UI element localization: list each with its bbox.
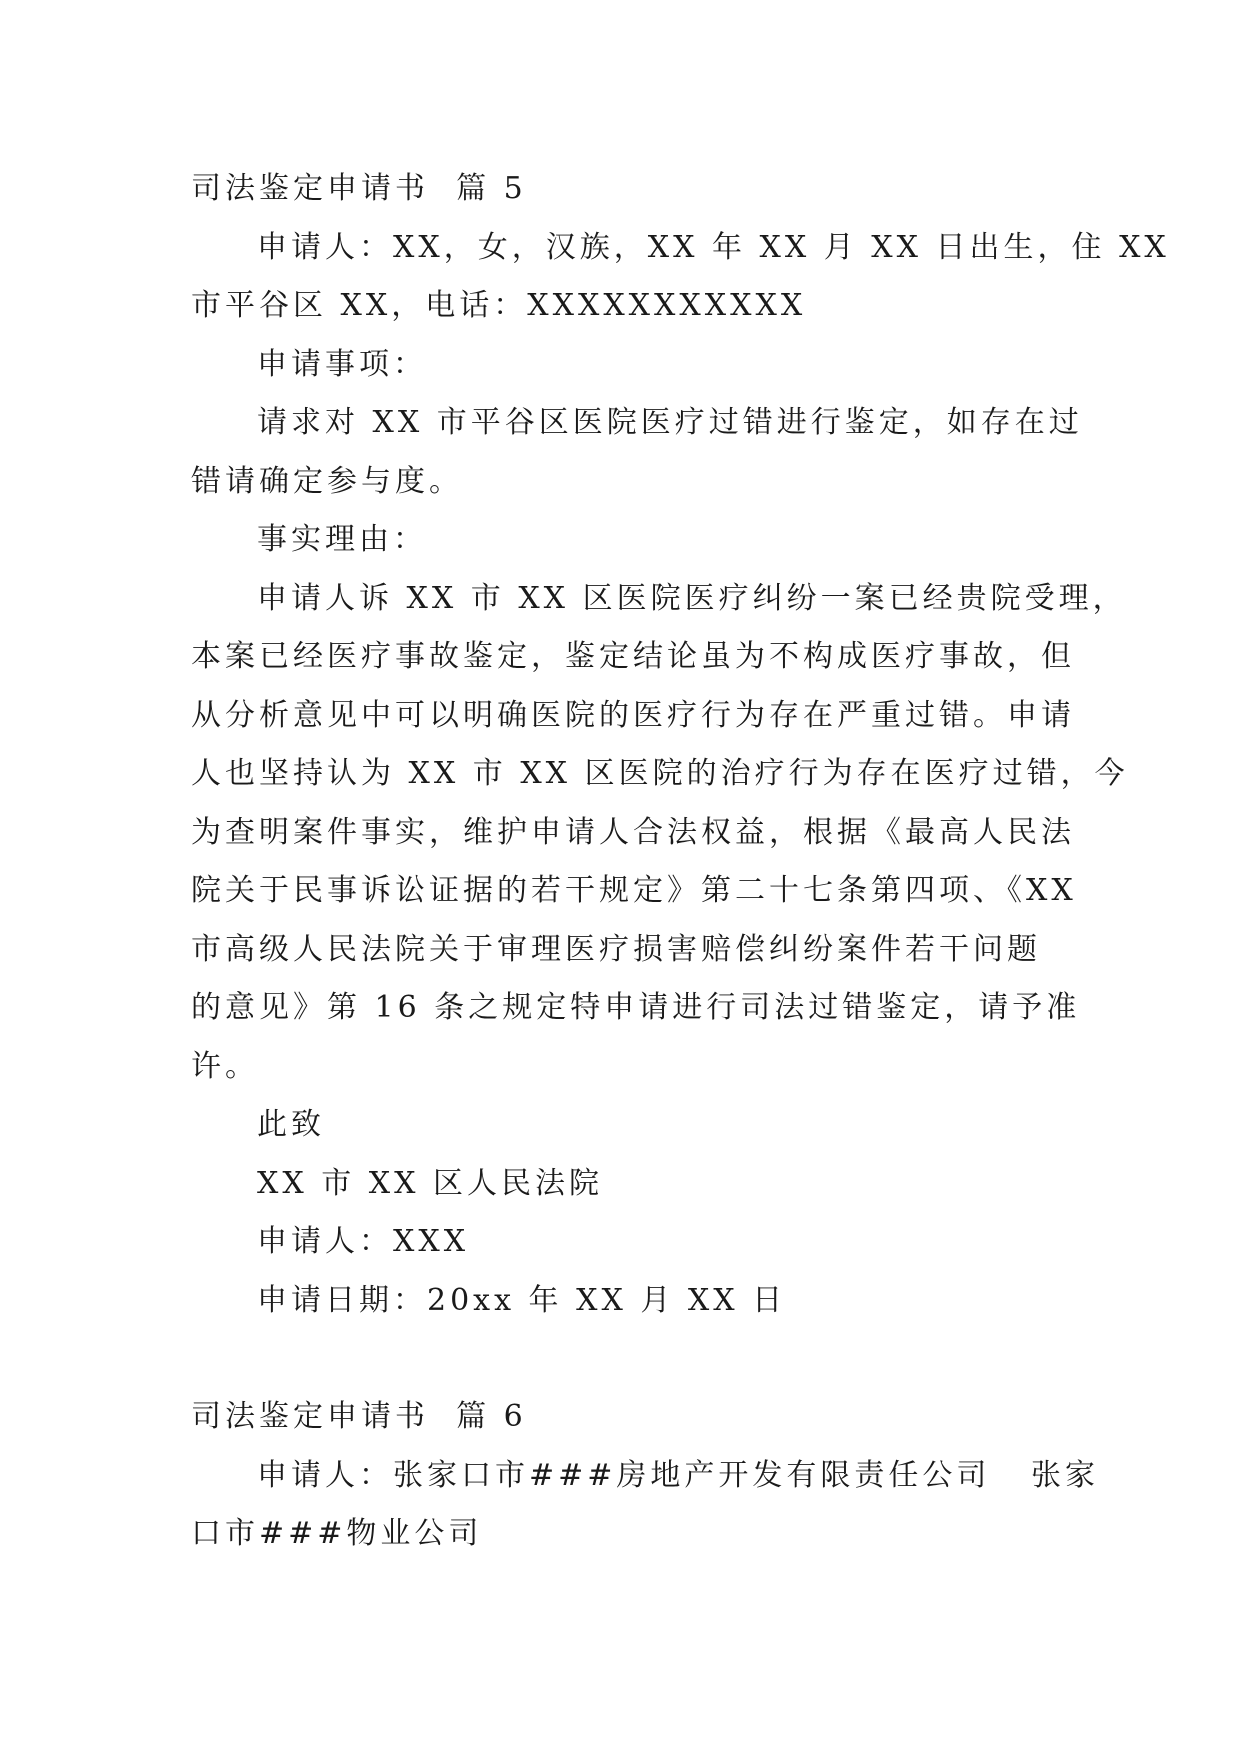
- body-line: 许。: [191, 1048, 259, 1084]
- body-line: 申请人：张家口市###房地产开发有限责任公司 张家: [257, 1457, 1100, 1493]
- body-line: 事实理由：: [257, 522, 427, 557]
- date-line: 申请日期：20xx 年 XX 月 XX 日: [257, 1282, 787, 1318]
- applicant-line: 申请人：XXX: [257, 1224, 470, 1259]
- document-page: [191, 160, 1170, 1564]
- body-line: 申请事项：: [257, 346, 427, 382]
- body-line: 人也坚持认为 XX 市 XX 区医院的治疗行为存在医疗过错，今: [191, 756, 1129, 791]
- body-line: 申请人：XX，女，汉族，XX 年 XX 月 XX 日出生，住 XX: [257, 229, 1170, 265]
- body-line: 院关于民事诉讼证据的若干规定》第二十七条第四项、《XX: [191, 873, 1077, 908]
- body-line: 本案已经医疗事故鉴定，鉴定结论虽为不构成医疗事故，但: [191, 639, 1075, 674]
- body-line: 市平谷区 XX，电话：XXXXXXXXXXX: [191, 288, 807, 323]
- body-line: 从分析意见中可以明确医院的医疗行为存在严重过错。申请: [191, 697, 1075, 733]
- body-line: 错请确定参与度。: [191, 463, 463, 499]
- body-line: 的意见》第 16 条之规定特申请进行司法过错鉴定，请予准: [191, 990, 1081, 1025]
- closing-line: 此致: [257, 1107, 325, 1142]
- section-heading: 司法鉴定申请书 篇 5: [191, 171, 527, 206]
- body-line: 申请人诉 XX 市 XX 区医院医疗纠纷一案已经贵院受理，: [257, 580, 1127, 616]
- body-line: 口市###物业公司: [191, 1516, 483, 1551]
- recipient-line: XX 市 XX 区人民法院: [257, 1165, 604, 1201]
- body-line: 请求对 XX 市平谷区医院医疗过错进行鉴定，如存在过: [257, 405, 1083, 440]
- section-spacer: [191, 1330, 1051, 1388]
- section-heading: 司法鉴定申请书 篇 6: [191, 1399, 527, 1434]
- body-line: 市高级人民法院关于审理医疗损害赔偿纠纷案件若干问题: [191, 931, 1041, 967]
- body-line: 为查明案件事实，维护申请人合法权益，根据《最高人民法: [191, 814, 1075, 850]
